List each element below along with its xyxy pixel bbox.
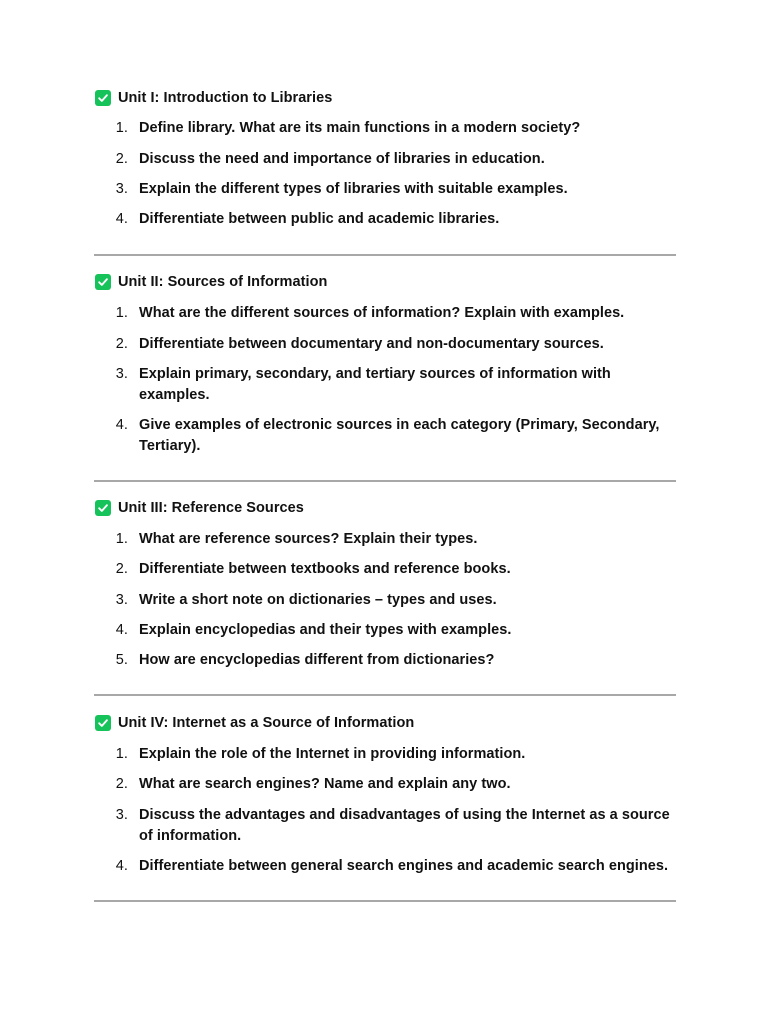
question-text: Explain the different types of libraries with suitable examples. <box>139 181 568 197</box>
unit-title: Unit IV: Internet as a Source of Information <box>118 715 415 731</box>
question-item <box>94 303 676 324</box>
question-item <box>94 620 676 641</box>
question-number: 4. <box>115 622 128 638</box>
question-number: 3. <box>115 592 128 608</box>
question-item <box>94 209 676 230</box>
question-number: 1. <box>115 120 128 136</box>
question-number: 4. <box>115 417 128 433</box>
question-item <box>94 149 676 170</box>
question-text: What are the different sources of information? Explain with examples. <box>139 305 625 321</box>
question-text: Explain primary, secondary, and tertiary sources of information with examples. <box>139 366 611 403</box>
unit-heading <box>94 499 304 517</box>
check-icon <box>95 500 111 516</box>
unit-title: Unit II: Sources of Information <box>118 274 328 290</box>
question-item <box>94 856 676 877</box>
section-divider <box>94 900 676 902</box>
question-text: Discuss the need and importance of libraries in education. <box>139 151 545 167</box>
question-number: 4. <box>115 211 128 227</box>
question-item <box>94 529 676 550</box>
question-item <box>94 415 676 456</box>
question-number: 2. <box>115 336 128 352</box>
question-item <box>94 805 676 846</box>
question-item <box>94 650 676 671</box>
unit-title: Unit I: Introduction to Libraries <box>118 90 333 106</box>
unit-heading <box>94 714 414 732</box>
check-icon <box>95 90 111 106</box>
section-divider <box>94 254 676 256</box>
section-divider <box>94 480 676 482</box>
question-text: Explain encyclopedias and their types with examples. <box>139 622 512 638</box>
question-number: 1. <box>115 305 128 321</box>
question-number: 1. <box>115 746 128 762</box>
question-number: 4. <box>115 858 128 874</box>
question-item <box>94 774 676 795</box>
question-item <box>94 118 676 139</box>
question-number: 3. <box>115 181 128 197</box>
check-icon <box>95 715 111 731</box>
question-item <box>94 334 676 355</box>
question-text: Discuss the advantages and disadvantages of using the Internet as a source of information. <box>139 807 670 844</box>
unit-title: Unit III: Reference Sources <box>118 500 304 516</box>
question-text: Differentiate between general search engines and academic search engines. <box>139 858 669 874</box>
check-icon <box>95 274 111 290</box>
question-text: What are search engines? Name and explain any two. <box>139 776 511 792</box>
question-item <box>94 559 676 580</box>
question-text: Differentiate between public and academic libraries. <box>139 211 500 227</box>
question-number: 1. <box>115 531 128 547</box>
question-item <box>94 744 676 765</box>
question-number: 3. <box>115 366 128 382</box>
question-number: 2. <box>115 561 128 577</box>
unit-heading <box>94 89 332 107</box>
question-text: Differentiate between textbooks and reference books. <box>139 561 511 577</box>
question-text: Give examples of electronic sources in each category (Primary, Secondary, Tertiary). <box>139 417 660 454</box>
question-text: Explain the role of the Internet in providing information. <box>139 746 526 762</box>
question-item <box>94 364 676 405</box>
question-text: What are reference sources? Explain their types. <box>139 531 478 547</box>
unit-heading <box>94 273 327 291</box>
question-number: 2. <box>115 151 128 167</box>
question-number: 2. <box>115 776 128 792</box>
question-number: 3. <box>115 807 128 823</box>
question-text: Write a short note on dictionaries – types and uses. <box>139 592 497 608</box>
question-item <box>94 179 676 200</box>
section-divider <box>94 694 676 696</box>
question-text: Define library. What are its main functions in a modern society? <box>139 120 581 136</box>
question-text: Differentiate between documentary and non-documentary sources. <box>139 336 604 352</box>
question-number: 5. <box>115 652 128 668</box>
question-text: How are encyclopedias different from dictionaries? <box>139 652 495 668</box>
question-item <box>94 590 676 611</box>
